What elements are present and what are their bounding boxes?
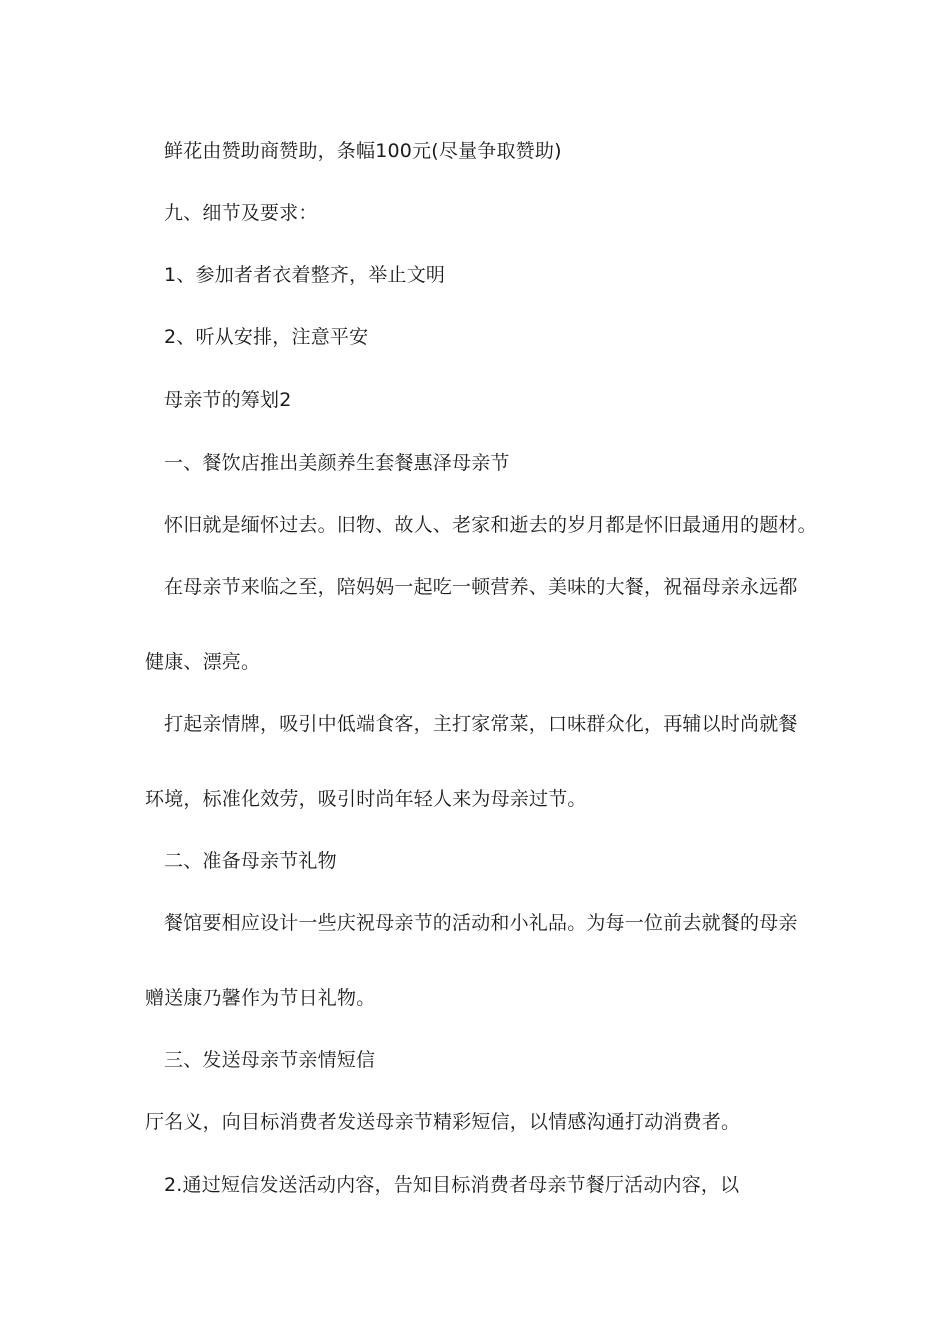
heading-section-nine: 九、细节及要求： (164, 202, 318, 224)
paragraph-family-line-1: 打起亲情牌，吸引中低端食客，主打家常菜，口味群众化，再辅以时尚就餐 (164, 713, 798, 735)
list-item-dress: 1、参加者者衣着整齐，举止文明 (164, 264, 446, 286)
paragraph-sms-line: 厅名义，向目标消费者发送母亲节精彩短信，以情感沟通打动消费者。 (145, 1111, 741, 1133)
list-item-sms-content: 2.通过短信发送活动内容，告知目标消费者母亲节餐厅活动内容，以 (164, 1174, 740, 1196)
heading-section-one: 一、餐饮店推出美颜养生套餐惠泽母亲节 (164, 452, 510, 474)
heading-plan-two: 母亲节的筹划2 (164, 389, 292, 411)
heading-section-three: 三、发送母亲节亲情短信 (164, 1049, 376, 1071)
paragraph-dinner-line-2: 健康、漂亮。 (145, 651, 261, 673)
paragraph-sponsorship: 鲜花由赞助商赞助，条幅100元(尽量争取赞助) (164, 140, 562, 162)
paragraph-family-line-2: 环境，标准化效劳，吸引时尚年轻人来为母亲过节。 (145, 788, 587, 810)
paragraph-gift-line-2: 赠送康乃馨作为节日礼物。 (145, 987, 376, 1009)
paragraph-dinner-line-1: 在母亲节来临之至，陪妈妈一起吃一顿营养、美味的大餐，祝福母亲永远都 (164, 576, 798, 598)
paragraph-nostalgia: 怀旧就是缅怀过去。旧物、故人、老家和逝去的岁月都是怀旧最通用的题材。 (164, 514, 817, 536)
heading-section-two: 二、准备母亲节礼物 (164, 850, 337, 872)
list-item-safety: 2、听从安排，注意平安 (164, 326, 369, 348)
paragraph-gift-line-1: 餐馆要相应设计一些庆祝母亲节的活动和小礼品。为每一位前去就餐的母亲 (164, 912, 798, 934)
